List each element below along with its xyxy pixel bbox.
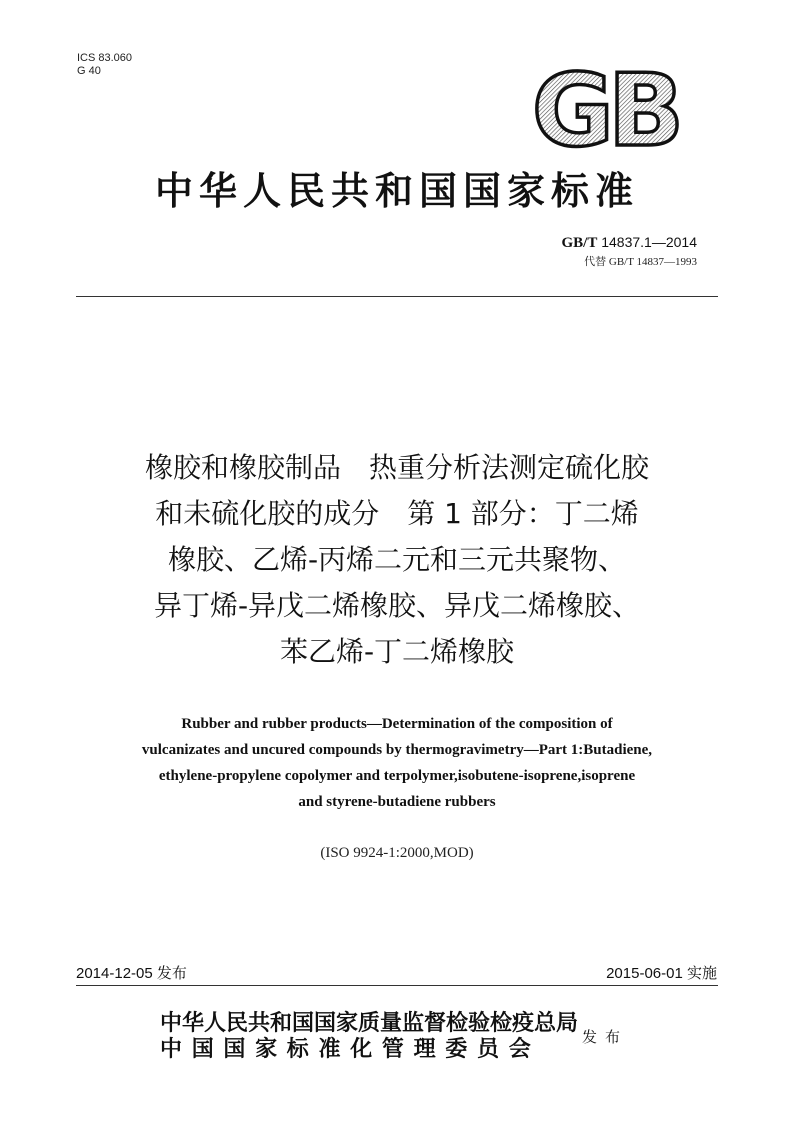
standard-code: 14837.1—2014 xyxy=(601,234,697,250)
ics-code: ICS 83.060 xyxy=(77,52,133,64)
bottom-divider xyxy=(76,985,718,986)
chinese-title-line: 和未硫化胶的成分 第 1 部分：丁二烯 xyxy=(155,497,639,530)
gb-logo-text: GB xyxy=(531,62,679,152)
replaces-note: 代替 GB/T 14837—1993 xyxy=(584,256,697,268)
english-title-line: ethylene-propylene copolymer and terpolymer,isobutene-isoprene,isoprene xyxy=(158,768,636,784)
top-divider xyxy=(76,296,718,297)
class-code: G 40 xyxy=(77,65,101,77)
national-standard-title: 中华人民共和国国家标准 xyxy=(154,168,639,213)
chinese-title xyxy=(40,445,754,675)
english-title-line: vulcanizates and uncured compounds by thermogravimetry—Part 1:Butadiene, xyxy=(141,742,653,758)
chinese-title-line: 橡胶、乙烯-丙烯二元和三元共聚物、 xyxy=(167,543,627,576)
issue-date: 2014-12-05 发布 xyxy=(76,965,187,982)
issuer-line: 中国国家标准化管理委员会 xyxy=(160,1036,541,1062)
english-title xyxy=(60,711,734,815)
chinese-title-line: 异丁烯-异戊二烯橡胶、异戊二烯橡胶、 xyxy=(153,589,641,622)
standard-number xyxy=(561,234,697,252)
standard-prefix: GB/T xyxy=(561,235,598,251)
classification-codes xyxy=(77,52,132,78)
effective-date: 2015-06-01 实施 xyxy=(606,965,717,982)
chinese-title-line: 苯乙烯-丁二烯橡胶 xyxy=(279,635,515,668)
iso-reference: (ISO 9924-1:2000,MOD) xyxy=(320,845,474,861)
english-title-line: Rubber and rubber products—Determination of the composition of xyxy=(181,716,613,732)
issuing-authorities xyxy=(160,1010,578,1062)
chinese-title-line: 橡胶和橡胶制品 热重分析法测定硫化胶 xyxy=(144,451,649,484)
publish-label: 发布 xyxy=(582,1028,629,1046)
english-title-line: and styrene-butadiene rubbers xyxy=(298,794,496,810)
issuer-line: 中华人民共和国国家质量监督检验检疫总局 xyxy=(160,1010,579,1036)
gb-logo xyxy=(516,62,694,152)
